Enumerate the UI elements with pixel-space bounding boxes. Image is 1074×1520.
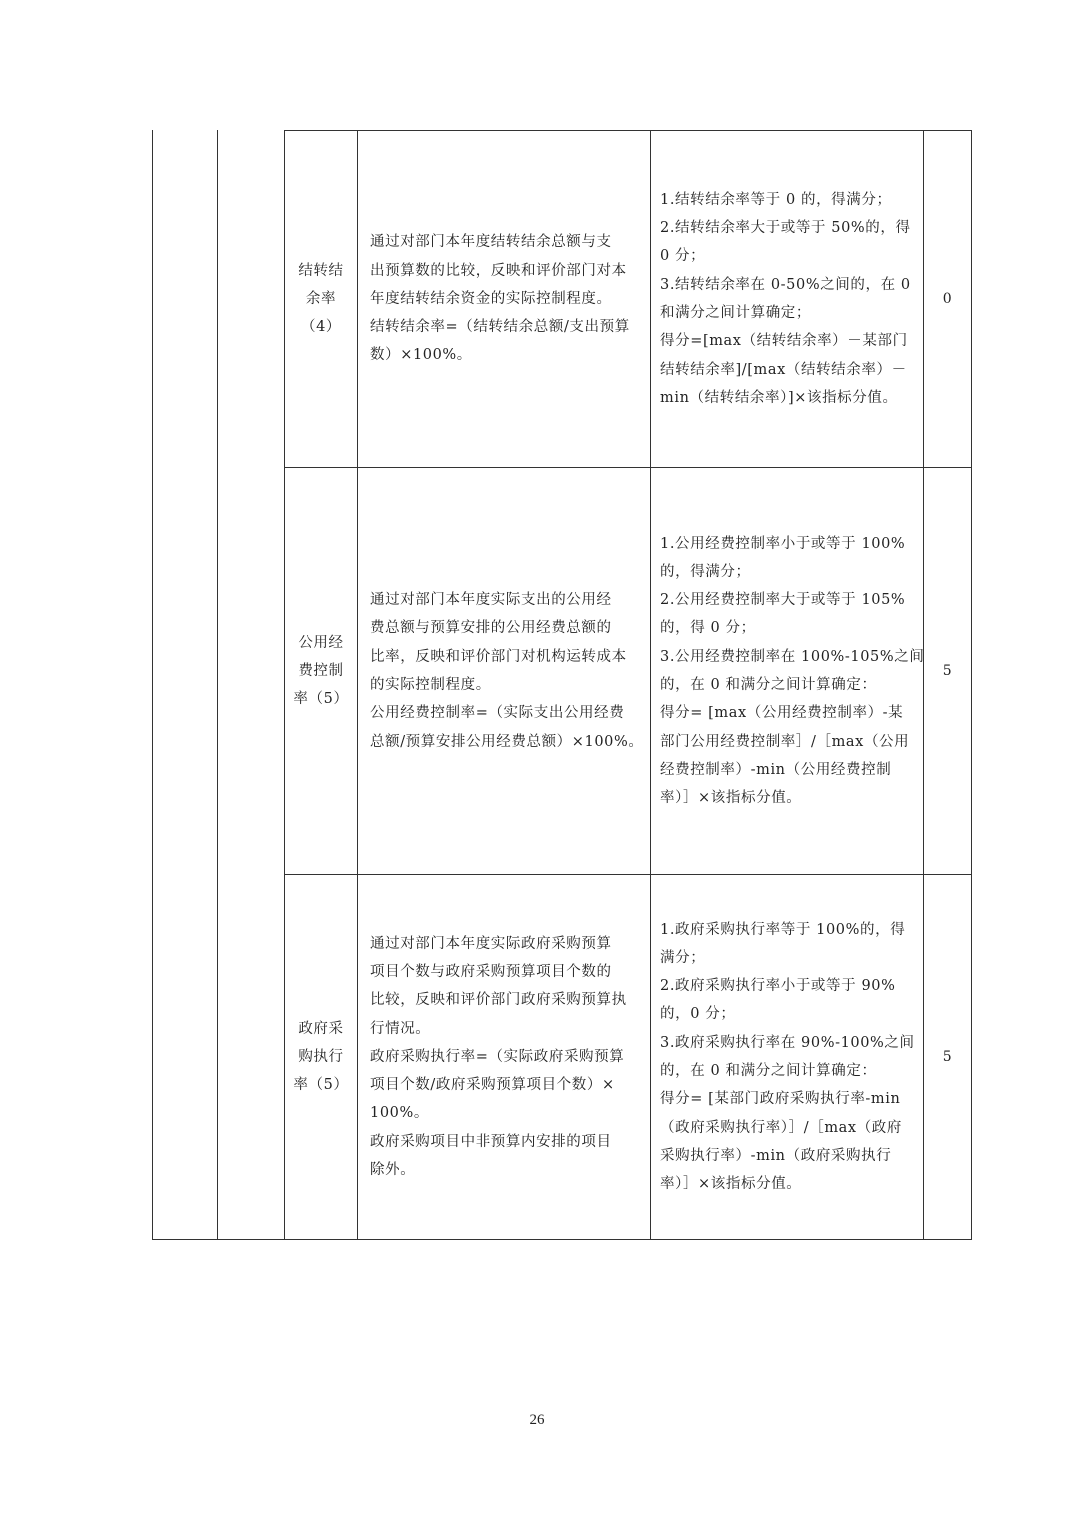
indicator-name-cell (285, 468, 357, 874)
table-border-bottom (152, 1239, 972, 1240)
indicator-description: 通过对部门本年度实际政府采购预算 项目个数与政府采购预算项目个数的 比较，反映和评价部门政府采购预算执 行情况。 政府采购执行率=（实际政府采购预算 项目个数/政府采购预算项目个数）× 100%。 政府采购项目中非预算内安排的项目 除外。 (370, 935, 627, 1179)
score-value: 0 (942, 290, 953, 307)
score-cell (924, 131, 971, 467)
score-cell (924, 468, 971, 874)
scoring-criteria-cell (651, 131, 923, 467)
scoring-criteria: 1.政府采购执行率等于 100%的，得 满分； 2.政府采购执行率小于或等于 90% 的，0 分； 3.政府采购执行率在 90%-100%之间 的，在 0 和满分之间计算确定： 得分= [某部门政府采购执行率-min （政府采购执行率）］/［max（政府 采购执行率）-min（政府采购执行 率）］×该指标分值。 (660, 921, 915, 1193)
column-divider (217, 130, 218, 1240)
indicator-description: 通过对部门本年度实际支出的公用经 费总额与预算安排的公用经费总额的 比率，反映和评价部门对机构运转成本 的实际控制程度。 公用经费控制率=（实际支出公用经费 总额/预算安排公用经费总额）×100%。 (370, 592, 644, 750)
score-value: 5 (942, 1048, 953, 1065)
indicator-name: 结转结 余率 （4） (298, 262, 344, 336)
table-border-left (152, 130, 153, 1240)
indicator-name: 政府采 购执行 率（5） (293, 1020, 349, 1094)
scoring-criteria: 1.公用经费控制率小于或等于 100% 的，得满分； 2.公用经费控制率大于或等于 105% 的，得 0 分； 3.公用经费控制率在 100%-105%之间 的，在 0 和满分之间计算确定： 得分= [max（公用经费控制率）-某 部门公用经费控制率］/［max（公用 经费控制率）-min（公用经费控制 率）］×该指标分值。 (660, 535, 925, 807)
indicator-description-cell (358, 131, 650, 467)
page-number: 26 (529, 1412, 545, 1428)
score-value: 5 (942, 662, 953, 679)
indicator-name-cell (285, 131, 357, 467)
indicator-name: 公用经 费控制 率（5） (293, 634, 349, 708)
indicator-name-cell (285, 875, 357, 1239)
evaluation-table (152, 130, 972, 1240)
score-cell (924, 875, 971, 1239)
indicator-description-cell (358, 468, 650, 874)
scoring-criteria-cell (651, 875, 923, 1239)
indicator-description-cell (358, 875, 650, 1239)
indicator-description: 通过对部门本年度结转结余总额与支 出预算数的比较，反映和评价部门对本 年度结转结余资金的实际控制程度。 结转结余率=（结转结余总额/支出预算 数）×100%。 (370, 234, 630, 364)
table-border-right (971, 130, 972, 1240)
scoring-criteria: 1.结转结余率等于 0 的，得满分； 2.结转结余率大于或等于 50%的，得 0 分； 3.结转结余率在 0-50%之间的，在 0 和满分之间计算确定； 得分=[max（结转结余率）－某部门 结转结余率]/[max（结转结余率）－ min（结转结余率）]×该指标分值。 (660, 191, 911, 406)
scoring-criteria-cell (651, 468, 923, 874)
